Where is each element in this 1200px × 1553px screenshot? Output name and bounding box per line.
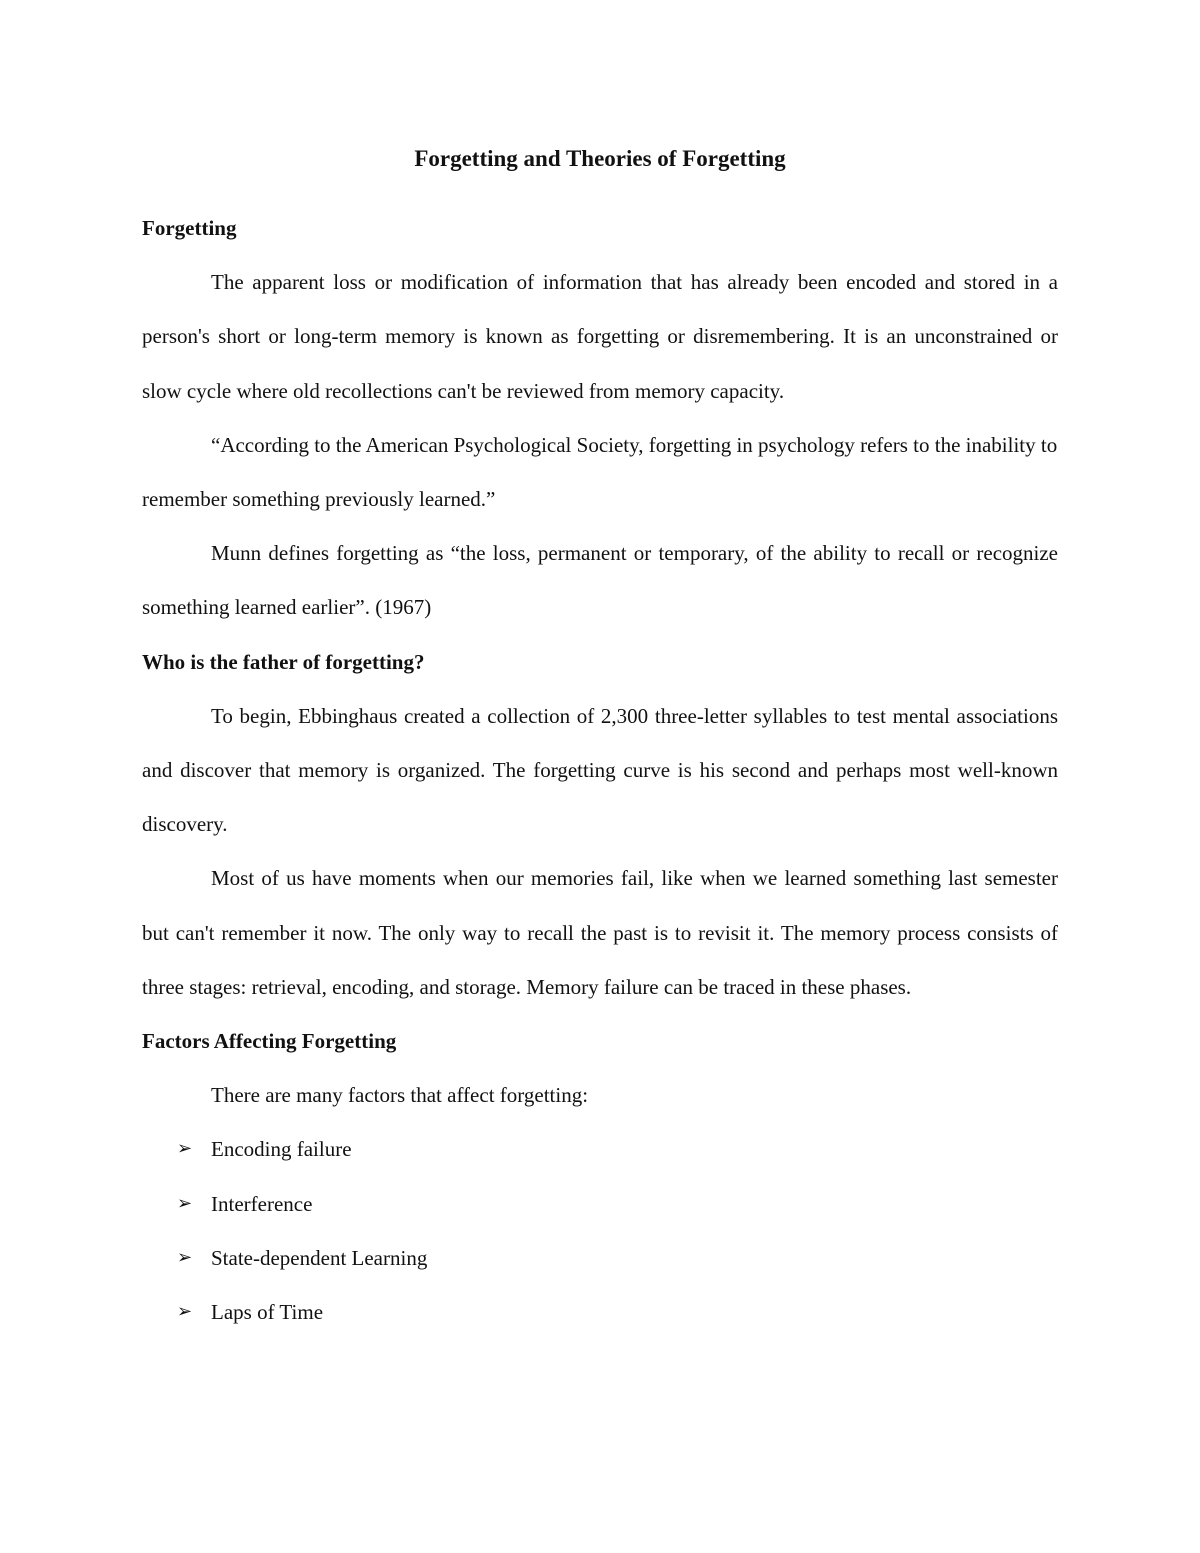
list-item [142, 1177, 1058, 1231]
arrow-bullet-icon: ➢ [177, 1192, 193, 1214]
arrow-bullet-icon: ➢ [177, 1246, 193, 1268]
section-heading-factors: Factors Affecting Forgetting [142, 1029, 397, 1054]
factors-list [142, 1122, 1058, 1339]
paragraph-memory-failure: Most of us have moments when our memories fail, like when we learned something last semester but can't remember it now. The only way to recall the past is to revisit it. The memory process consists of three stages: retrieval, encoding, and storage. Memory failure can be traced in these phases. [142, 866, 1058, 999]
paragraph-forgetting-definition: The apparent loss or modification of information that has already been encoded and stored in a person's short or long-term memory is known as forgetting or disremembering. It is an unconstrained or slow cycle where old recollections can't be reviewed from memory capacity. [142, 270, 1058, 403]
list-item [142, 1285, 1058, 1339]
list-item [142, 1122, 1058, 1176]
document-page [142, 140, 1058, 1339]
paragraph-munn-definition: Munn defines forgetting as “the loss, permanent or temporary, of the ability to recall or recognize something learned earlier”. (1967) [142, 541, 1058, 620]
paragraph-aps-quote: “According to the American Psychological Society, forgetting in psychology refers to the inability to remember something previously learned.” [142, 432, 1058, 512]
list-item-label: Laps of Time [211, 1300, 324, 1325]
list-item-label: State-dependent Learning [211, 1245, 428, 1270]
list-item [142, 1231, 1058, 1285]
list-item-label: Interference [211, 1191, 313, 1216]
list-item-label: Encoding failure [211, 1137, 352, 1162]
document-title: Forgetting and Theories of Forgetting [414, 146, 786, 171]
paragraph-ebbinghaus: To begin, Ebbinghaus created a collection of 2,300 three-letter syllables to test mental associations and discover that memory is organized. The forgetting curve is his second and perhaps most well-known discovery. [142, 703, 1058, 837]
arrow-bullet-icon: ➢ [177, 1301, 193, 1323]
arrow-bullet-icon: ➢ [177, 1138, 193, 1160]
section-heading-father: Who is the father of forgetting? [142, 649, 425, 674]
paragraph-factors-intro: There are many factors that affect forgetting: [211, 1083, 589, 1108]
section-heading-forgetting: Forgetting [142, 216, 237, 240]
